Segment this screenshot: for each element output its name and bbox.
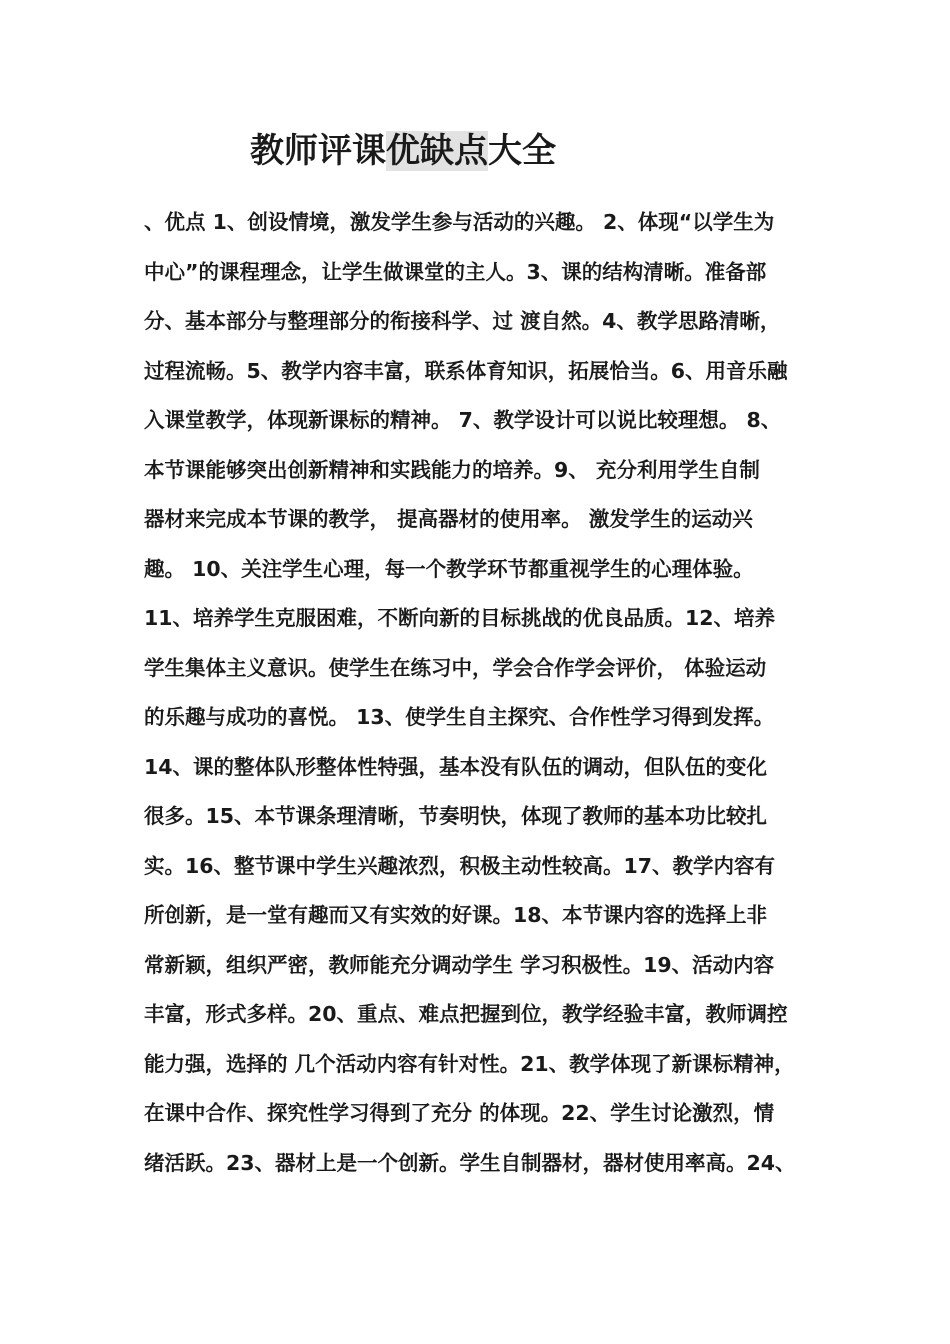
title-text-part1: 教师评课 — [250, 131, 386, 171]
body-line: 器材来完成本节课的教学， 提高器材的使用率。 激发学生的运动兴 — [144, 507, 753, 531]
body-line: 所创新，是一堂有趣而又有实效的好课。18、本节课内容的选择上非 — [144, 903, 768, 927]
body-line: 、优点 1、创设情境，激发学生参与活动的兴趣。 2、体现“以学生为 — [144, 210, 775, 234]
body-line: 绪活跃。23、器材上是一个创新。学生自制器材，器材使用率高。24、 — [144, 1150, 796, 1175]
body-line: 分、基本部分与整理部分的衔接科学、过 渡自然。4、教学思路清晰， — [144, 309, 781, 333]
body-line: 丰富，形式多样。20、重点、难点把握到位，教学经验丰富，教师调控 — [144, 1002, 788, 1026]
body-line: 学生集体主义意识。使学生在练习中，学会合作学会评价， 体验运动 — [144, 655, 767, 680]
body-line: 中心”的课程理念，让学生做课堂的主人。3、课的结构清晰。准备部 — [144, 259, 767, 284]
body-line: 过程流畅。5、教学内容丰富，联系体育知识，拓展恰当。6、用音乐融 — [144, 358, 788, 383]
title-text-part3: 大全 — [488, 131, 556, 171]
body-line: 常新颖，组织严密，教师能充分调动学生 学习积极性。19、活动内容 — [144, 952, 775, 977]
body-line: 11、培养学生克服困难，不断向新的目标挑战的优良品质。12、培养 — [144, 606, 776, 630]
body-line: 14、课的整体队形整体性特强，基本没有队伍的调动，但队伍的变化 — [144, 754, 768, 779]
title-highlighted-text: 优缺点 — [386, 131, 488, 171]
body-line: 趣。 10、关注学生心理，每一个教学环节都重视学生的心理体验。 — [144, 556, 754, 581]
body-line: 本节课能够突出创新精神和实践能力的培养。9、 充分利用学生自制 — [144, 457, 760, 482]
body-line: 能力强，选择的 几个活动内容有针对性。21、教学体现了新课标精神， — [144, 1051, 795, 1076]
body-line: 实。16、整节课中学生兴趣浓烈，积极主动性较高。17、教学内容有 — [144, 853, 776, 878]
body-line: 在课中合作、探究性学习得到了充分 的体现。22、学生讨论激烈，情 — [144, 1101, 775, 1125]
document-body — [144, 198, 824, 1188]
body-line: 的乐趣与成功的喜悦。 13、使学生自主探究、合作性学习得到发挥。 — [144, 705, 775, 729]
body-line: 入课堂教学，体现新课标的精神。 7、教学设计可以说比较理想。 8、 — [144, 408, 782, 432]
body-line: 很多。15、本节课条理清晰，节奏明快，体现了教师的基本功比较扎 — [144, 804, 768, 828]
document-title — [250, 128, 556, 174]
